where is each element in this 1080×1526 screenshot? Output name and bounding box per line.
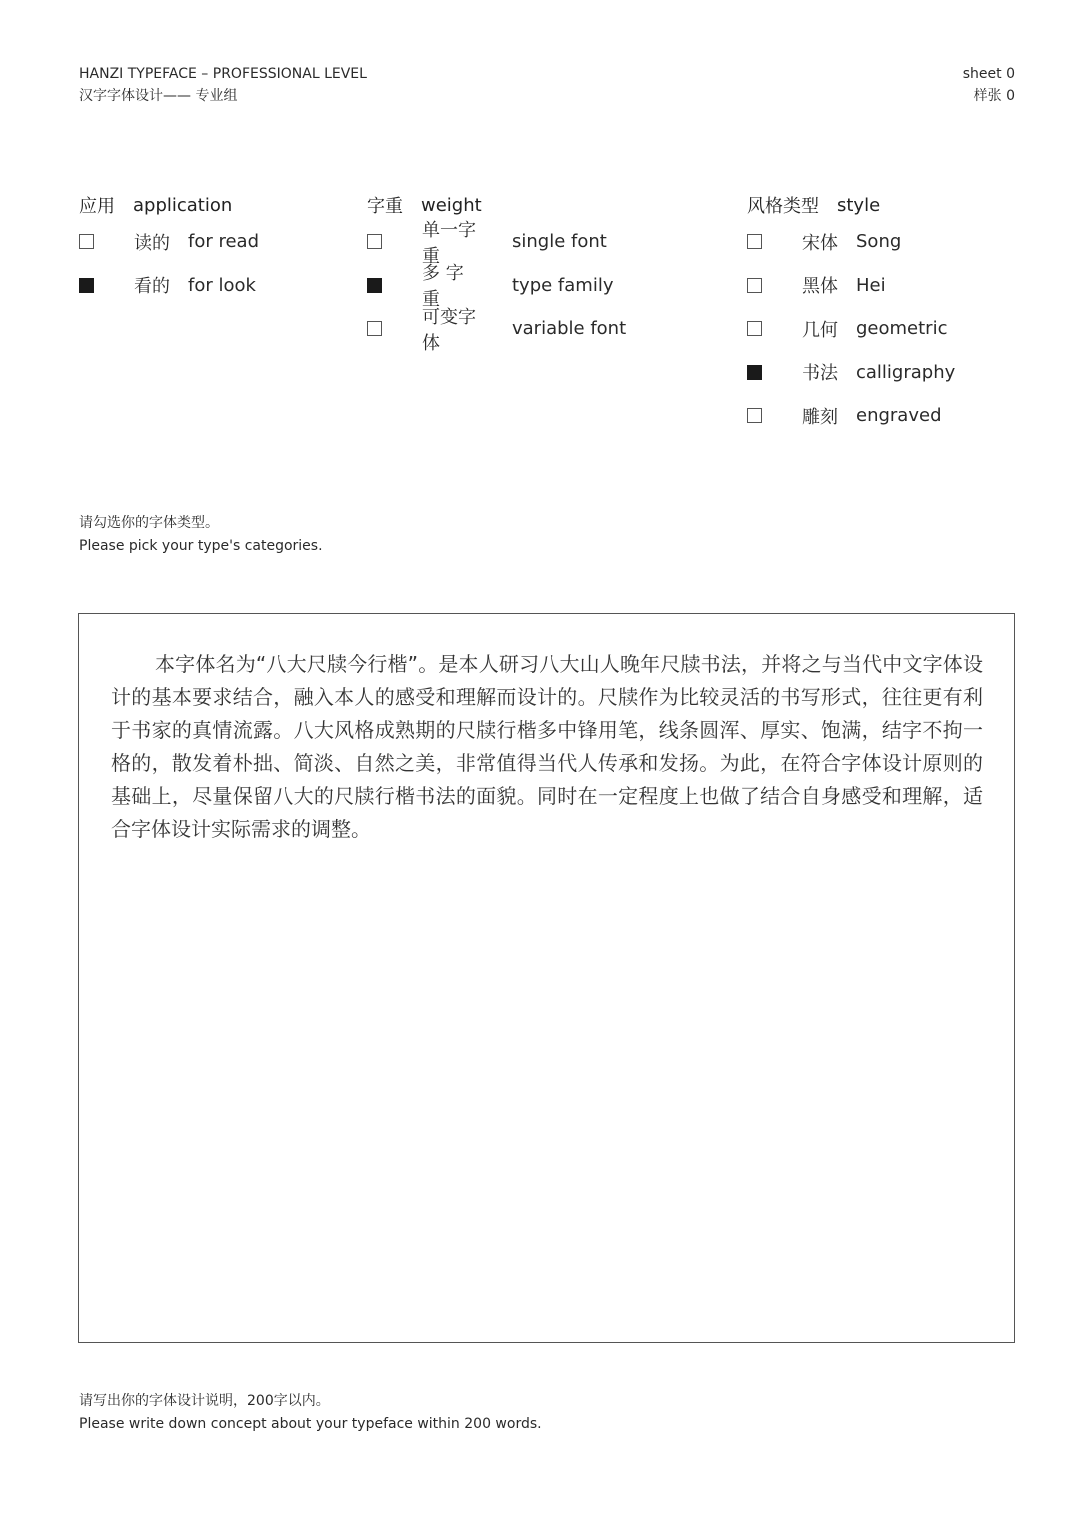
application-option[interactable] (79, 264, 256, 308)
write-note-zh: 请写出你的字体设计说明，200字以内。 (79, 1393, 330, 1409)
weight-option-label-en: type family (512, 274, 614, 296)
checkbox-unchecked[interactable] (747, 278, 762, 293)
style-option[interactable] (747, 307, 948, 351)
header-title-zh: 汉字字体设计—— 专业组 (79, 88, 238, 104)
weight-label-en: weight (421, 194, 482, 216)
application-group (79, 190, 260, 307)
application-label-en: application (133, 194, 233, 216)
write-note-en: Please write down concept about your typeface within 200 words. (79, 1416, 542, 1432)
weight-option[interactable] (367, 263, 614, 311)
weight-option-label-zh: 多 字 重 (422, 263, 464, 311)
style-option-label-zh: 黑体 (802, 276, 838, 298)
checkbox-unchecked[interactable] (79, 234, 94, 249)
style-option-label-zh: 书法 (802, 363, 838, 385)
application-label-zh: 应用 (79, 196, 115, 217)
application-option[interactable] (79, 220, 260, 264)
style-option-label-en: Hei (856, 274, 886, 296)
checkbox-unchecked[interactable] (367, 234, 382, 249)
header-right (963, 63, 1015, 107)
weight-label-zh: 字重 (367, 196, 403, 217)
checkbox-checked[interactable] (367, 278, 382, 293)
sheet-number-zh: 样张 0 (973, 88, 1015, 104)
concept-text: 本字体名为“八大尺牍今行楷”。是本人研习八大山人晚年尺牍书法，并将之与当代中文字体设计的基本要求结合，融入本人的感受和理解而设计的。尺牍作为比较灵活的书写形式，往往更有利于书家的真情流露。八大风格成熟期的尺牍行楷多中锋用笔，线条圆浑、厚实、饱满，结字不拘一格的，散发着朴拙、简淡、自然之美，非常值得当代人传承和发扬。为此，在符合字体设计原则的基础上，尽量保留八大的尺牍行楷书法的面貌。同时在一定程度上也做了结合自身感受和理解，适合字体设计实际需求的调整。 (111, 652, 983, 841)
pick-note-en: Please pick your type's categories. (79, 538, 323, 554)
style-option-label-en: Song (856, 231, 902, 253)
style-option[interactable] (747, 220, 902, 264)
style-options (747, 220, 956, 438)
style-option[interactable] (747, 264, 886, 308)
write-concept-note (79, 1390, 542, 1436)
sheet-number-en: sheet 0 (962, 66, 1015, 82)
checkbox-unchecked[interactable] (747, 408, 762, 423)
style-label-zh: 风格类型 (747, 196, 819, 217)
weight-option-label-en: single font (512, 231, 607, 253)
application-option-label-zh: 读的 (134, 232, 170, 254)
checkbox-checked[interactable] (79, 278, 94, 293)
checkbox-unchecked[interactable] (747, 234, 762, 249)
style-option[interactable] (747, 394, 942, 438)
checkbox-unchecked[interactable] (367, 321, 382, 336)
weight-option-label-zh: 可变字体 (422, 306, 476, 354)
style-group (747, 190, 956, 438)
checkbox-checked[interactable] (747, 365, 762, 380)
application-option-label-zh: 看的 (134, 276, 170, 298)
application-option-label-en: for look (188, 274, 256, 296)
checkbox-unchecked[interactable] (747, 321, 762, 336)
application-heading (79, 190, 232, 220)
style-option-label-zh: 雕刻 (802, 406, 838, 428)
style-option-label-zh: 宋体 (802, 232, 838, 254)
pick-note-zh: 请勾选你的字体类型。 (79, 515, 219, 531)
style-option-label-en: calligraphy (856, 361, 956, 383)
application-options (79, 220, 260, 307)
style-option-label-zh: 几何 (802, 319, 838, 341)
style-heading (747, 190, 880, 220)
style-option[interactable] (747, 351, 956, 395)
weight-group (367, 190, 627, 354)
application-option-label-en: for read (188, 231, 260, 253)
weight-options (367, 219, 627, 354)
weight-option-label-en: variable font (512, 318, 627, 340)
style-option-label-en: geometric (856, 318, 948, 340)
weight-option[interactable] (367, 306, 627, 354)
style-label-en: style (837, 194, 881, 216)
concept-text-area[interactable] (78, 613, 1015, 1343)
weight-option-label-zh: 单一字重 (422, 219, 476, 267)
weight-option[interactable] (367, 219, 607, 267)
style-option-label-en: engraved (856, 405, 942, 427)
header-left (79, 63, 367, 107)
header-title-en: HANZI TYPEFACE – PROFESSIONAL LEVEL (79, 66, 367, 82)
pick-categories-note (79, 512, 323, 558)
